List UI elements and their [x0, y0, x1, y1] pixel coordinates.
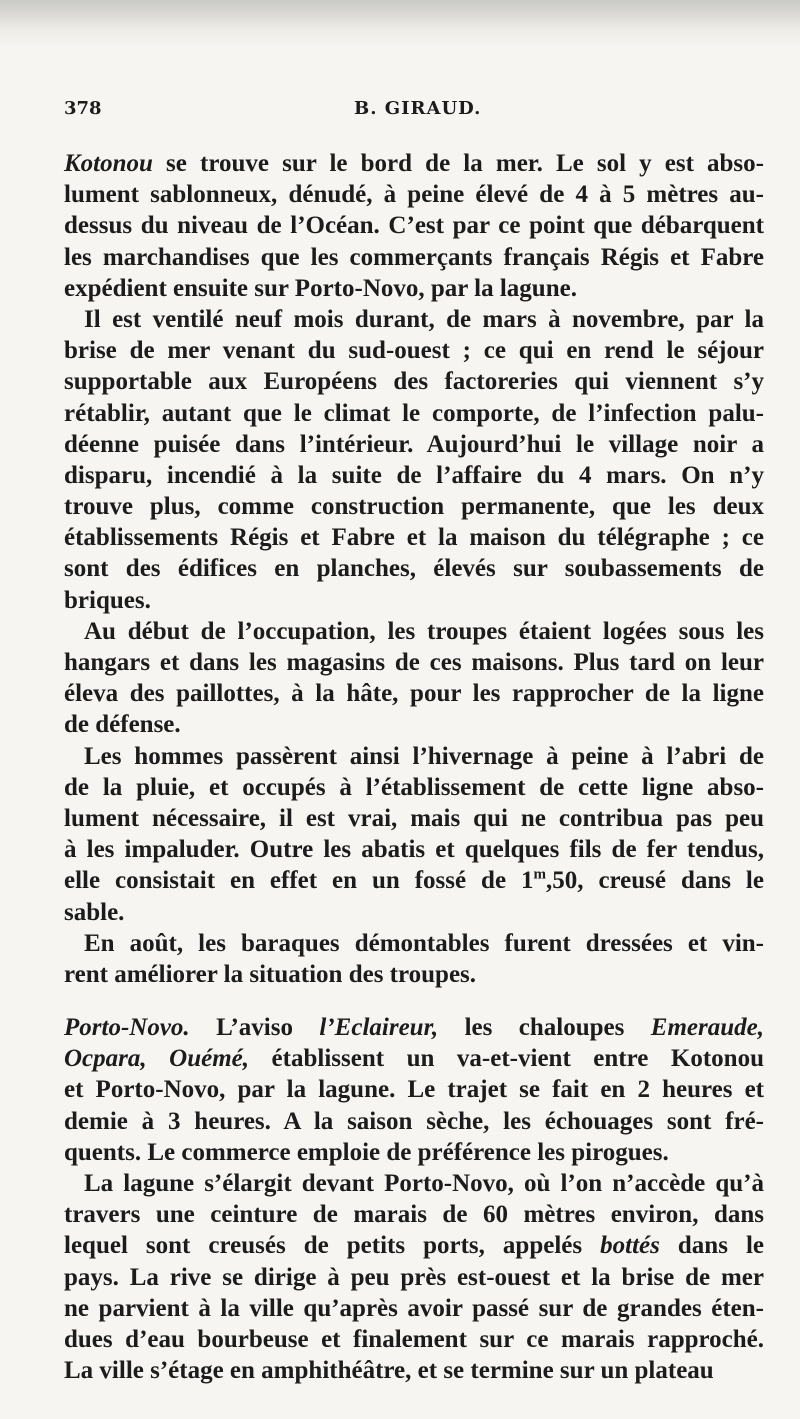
text-line [64, 1012, 764, 1043]
italic-text: bottés [600, 1232, 660, 1260]
line-text: trouve plus, comme construction permanente, que les deux [64, 493, 764, 521]
text-line [64, 491, 764, 522]
text-line [64, 1168, 764, 1199]
page-header [64, 98, 764, 128]
line-text: hangars et dans les magasins de ces maisons. Plus tard on leur [64, 649, 764, 676]
text-line [64, 1324, 764, 1355]
italic-text: Emeraude, [650, 1014, 764, 1042]
line-text: lument sablonneux, dénudé, à peine élevé de 4 à 5 mètres au- [64, 181, 764, 209]
line-text: dessus du niveau de l’Océan. C’est par ce point que débarquent [64, 212, 764, 240]
text-line [64, 647, 764, 678]
line-text: sont des édifices en planches, élevés sur soubassements de [64, 555, 764, 583]
text-line [64, 709, 764, 740]
line-text: expédient ensuite sur Porto-Novo, par la lagune. [64, 274, 577, 302]
italic-text: Kotonou [64, 150, 153, 177]
text-line [64, 398, 764, 429]
line-text: établissent un va-et-vient entre Kotonou [249, 1045, 764, 1073]
line-text: L’aviso [189, 1014, 320, 1042]
line-text: éleva des paillottes, à la hâte, pour les rapprocher de la ligne [64, 680, 764, 708]
line-text: sable. [64, 898, 125, 926]
text-line [64, 616, 764, 647]
line-text: quents. Le commerce emploie de préférence les pirogues. [64, 1138, 669, 1166]
text-line [64, 772, 764, 803]
line-text: les marchandises que les commerçants français Régis et Fabre [64, 243, 764, 271]
line-text: En août, les baraques démontables furent dressées et vin- [84, 929, 764, 957]
line-text: ,50, creusé dans le [546, 867, 764, 895]
text-line [64, 1230, 764, 1261]
text-line [64, 148, 764, 179]
line-text: La lagune s’élargit devant Porto-Novo, où l’on n’accède qu’à [84, 1170, 764, 1197]
text-line [64, 522, 764, 553]
text-line [64, 741, 764, 772]
line-text: à les impaluder. Outre les abatis et quelques fils de fer tendus, [64, 836, 764, 864]
line-text: briques. [64, 586, 151, 614]
line-text: disparu, incendié à la suite de l’affaire du 4 mars. On n’y [64, 461, 764, 489]
line-text: Au début de l’occupation, les troupes étaient logées sous les [84, 617, 764, 645]
text-line [64, 865, 764, 896]
page-number: 378 [64, 98, 102, 119]
line-text: les chaloupes [438, 1014, 651, 1042]
text-line [64, 1106, 764, 1137]
line-text: rent améliorer la situation des troupes. [64, 960, 477, 988]
text-line [64, 335, 764, 366]
line-text: travers une ceinture de marais de 60 mètres environ, dans [64, 1201, 764, 1229]
line-text: Les hommes passèrent ainsi l’hivernage à peine à l’abri de [84, 742, 764, 770]
line-text: rétablir, autant que le climat le comporte, de l’infection palu- [64, 399, 764, 427]
text-line [64, 179, 764, 210]
text-line [64, 1293, 764, 1324]
line-text: ne parvient à la ville qu’après avoir passé sur de grandes éten- [64, 1294, 764, 1322]
text-line [64, 460, 764, 491]
text-line [64, 553, 764, 584]
text-line [64, 959, 764, 990]
text-line [64, 304, 764, 335]
text-line [64, 928, 764, 959]
text-line [64, 1262, 764, 1293]
line-text: pays. La rive se dirige à peu près est-ouest et la brise de mer [64, 1263, 764, 1291]
line-text: lequel sont creusés de petits ports, appelés [64, 1232, 601, 1260]
line-text: supportable aux Européens des factoreries qui viennent s’y [64, 368, 764, 396]
line-text: déenne puisée dans l’intérieur. Aujourd’hui le village noir a [64, 430, 764, 458]
line-text: lument nécessaire, il est vrai, mais qui ne contribua pas peu [64, 804, 764, 832]
scan-edge-shadow [0, 0, 800, 48]
superscript-unit: m [533, 866, 546, 883]
line-text: La ville s’étage en amphithéâtre, et se termine sur un plateau [64, 1357, 714, 1385]
text-line [64, 1074, 764, 1105]
line-text: de défense. [64, 711, 181, 739]
line-text: se trouve sur le bord de la mer. Le sol y est abso- [152, 150, 764, 177]
text-line [64, 1137, 764, 1168]
line-text: elle consistait en effet en un fossé de 1 [64, 867, 534, 895]
line-text: de la pluie, et occupés à l’établissement de cette ligne abso- [64, 773, 764, 801]
line-text: Il est ventilé neuf mois durant, de mars à novembre, par la [84, 305, 764, 333]
text-line [64, 242, 764, 273]
text-line [64, 834, 764, 865]
body-text [64, 148, 764, 1386]
text-line [64, 1355, 764, 1386]
text-line [64, 366, 764, 397]
text-line [64, 429, 764, 460]
book-page [64, 98, 764, 1386]
text-line [64, 803, 764, 834]
italic-text: Porto-Novo. [64, 1014, 190, 1042]
text-line [64, 678, 764, 709]
text-line [64, 585, 764, 616]
line-text: et Porto-Novo, par la lagune. Le trajet se fait en 2 heures et [64, 1076, 764, 1104]
text-line [64, 1199, 764, 1230]
line-text: brise de mer venant du sud-ouest ; ce qui en rend le séjour [64, 337, 764, 365]
italic-text: l’Eclaireur, [319, 1014, 439, 1042]
italic-text: Ocpara, Ouémé, [64, 1045, 250, 1073]
text-line [64, 1043, 764, 1074]
line-text: demie à 3 heures. A la saison sèche, les échouages sont fré- [64, 1107, 764, 1135]
text-line [64, 273, 764, 304]
running-title: B. GIRAUD. [354, 98, 482, 119]
text-line [64, 897, 764, 928]
line-text: dans le [659, 1232, 764, 1260]
line-text: dues d’eau bourbeuse et finalement sur ce marais rapproché. [64, 1325, 764, 1353]
text-line [64, 210, 764, 241]
line-text: établissements Régis et Fabre et la maison du télégraphe ; ce [64, 524, 764, 552]
